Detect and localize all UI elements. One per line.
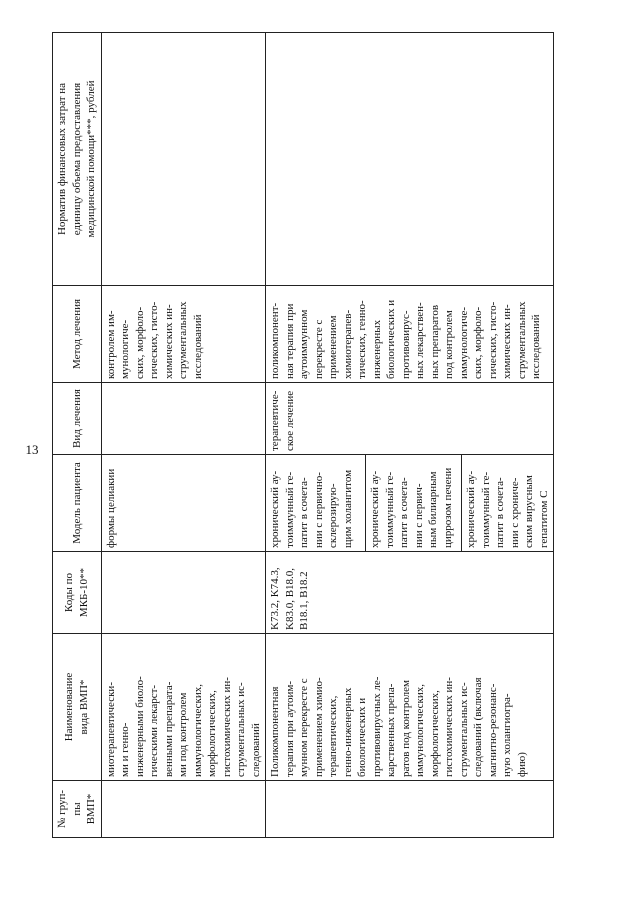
cell-patient-model: хронический ау- тоиммунный ге- патит в сочета- нии с первич- ным билиарным циррозом печени [366,455,462,552]
vmp-table [52,32,554,838]
cell-group-no [266,781,554,838]
header-vmp-name: Наименование вида ВМП* [53,634,102,781]
cell-treatment-method: контролем им- мунологиче- ских, морфоло- гических, гисто- химических ин- струментальных исследований [101,286,266,383]
rotated-table-container [52,33,548,838]
header-cost-norm: Норматив финансовых затрат на единицу объема предоставления медицинской помощи***, рублей [53,33,102,286]
cell-cost-norm [266,33,554,286]
table-row [101,33,266,838]
cell-treatment-type: терапевтиче- ское лечение [266,383,554,455]
page-number: 13 [25,442,39,457]
header-treatment-method: Метод лечения [53,286,102,383]
cell-group-no [101,781,266,838]
table-header-row [53,33,102,838]
cell-vmp-name: Поликомпонентная терапия при аутоим- мунном перекресте с применением химио- терапевтических, генно-инженерных биологических и противовирусных ле- карственных препа- ратов под контролем иммунологических, морфологических, гистохимических ин- струментальных ис- следований (включая магнитно-резонанс- ную холангиогра- фию) [266,634,554,781]
cell-patient-model: хронический ау- тоиммунный ге- патит в сочета- нии с первично- склерозирую- щим холангитом [266,455,366,552]
cell-mkb-codes: K73.2, K74.3, K83.0, B18.0, B18.1, B18.2 [266,552,554,634]
header-mkb-codes: Коды по МКБ-10** [53,552,102,634]
cell-treatment-type [101,383,266,455]
header-group-no: № груп- пы ВМП* [53,781,102,838]
cell-treatment-method: поликомпонент- ная терапия при аутоиммунном перекресте с применением химиотерапев- тических, генно- инженерных биологических и противовирус- ных лекарствен- ных препаратов под контролем иммунологиче- ских, морфоло- гических, гисто- химических ин- струментальных исследований [266,286,554,383]
table-row [266,33,366,838]
header-patient-model: Модель пациента [53,455,102,552]
cell-vmp-name: миотерапевтически- ми и генно- инженерными биоло- гическими лекарст- венными препарата- ми под контролем иммунологических, морфологических, гистохимических ин- струментальных ис- следований [101,634,266,781]
cell-cost-norm [101,33,266,286]
cell-mkb-codes [101,552,266,634]
header-treatment-type: Вид лечения [53,383,102,455]
cell-patient-model: формы целиакии [101,455,266,552]
cell-patient-model: хронический ау- тоиммунный ге- патит в сочета- нии с хрониче- ским вирусным гепатитом C [462,455,554,552]
